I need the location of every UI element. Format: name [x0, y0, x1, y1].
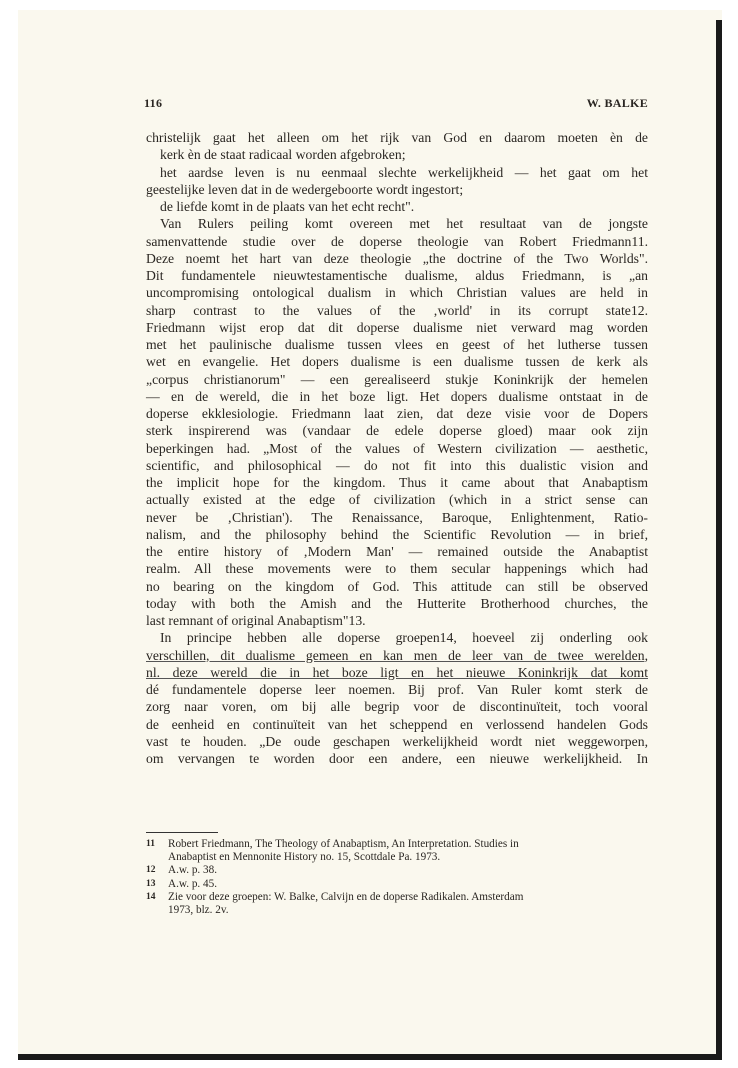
text-line: today with both the Amish and the Hutterite Brotherhood churches, the	[146, 595, 648, 611]
text-line: the implicit hope for the kingdom. Thus it came about that Anabaptism	[146, 475, 648, 490]
text-line: samenvattende studie over de doperse theologie van Robert Friedmann11.	[146, 233, 648, 249]
footnote-number: 11	[146, 839, 155, 849]
text-line: christelijk gaat het alleen om het rijk van God en daarom moeten èn de	[146, 130, 648, 145]
text-line: dé fundamentele doperse leer noemen. Bij prof. Van Ruler komt sterk de	[146, 682, 648, 697]
text-line: de liefde komt in de plaats van het echt recht".	[160, 199, 415, 214]
text-line: beperkingen had. „Most of the values of Western civilization — aesthetic,	[146, 440, 648, 456]
text-line: actually existed at the edge of civilization (which in a strict sense can	[146, 492, 648, 508]
text-line: realm. All these movements were to them secular happenings which had	[146, 561, 648, 577]
text-line: Friedmann wijst erop dat dit doperse dualisme niet verward mag worden	[146, 319, 648, 335]
footnote	[146, 878, 648, 891]
text-line: nalism, and the philosophy behind the Scientific Revolution — in brief,	[146, 526, 648, 542]
text-line: never be ‚Christian'). The Renaissance, Baroque, Enlightenment, Ratio-	[146, 509, 648, 525]
footnote-line: Anabaptist en Mennonite History no. 15, Scottdale Pa. 1973.	[168, 851, 441, 864]
text-line: uncompromising ontological dualism in which Christian values are held in	[146, 285, 648, 301]
text-line: vast te houden. „De oude geschapen werkelijkheid wordt niet weggeworpen,	[146, 733, 648, 749]
footnotes	[146, 838, 648, 917]
footnote-line: A.w. p. 45.	[168, 877, 217, 890]
text-line: In principe hebben alle doperse groepen14, hoeveel zij onderling ook	[160, 630, 648, 646]
text-line: wet en evangelie. Het dopers dualisme is een dualisme tussen de kerk als	[146, 354, 648, 370]
text-line: „corpus christianorum" — een gerealiseerd stukje Koninkrijk der hemelen	[146, 371, 648, 387]
text-line: de eenheid en continuïteit van het scheppend en verlossend handelen Gods	[146, 716, 648, 732]
text-line: om vervangen te worden door een andere, een nieuwe werkelijkheid. In	[146, 751, 648, 766]
text-line: doperse ekklesiologie. Friedmann laat zien, dat deze visie voor de Dopers	[146, 406, 648, 421]
text-line: — en de wereld, die in het boze ligt. Het dopers dualisme ontstaat in de	[146, 388, 648, 404]
running-header	[144, 96, 648, 111]
text-line-underlined: nl. deze wereld die in het boze ligt en het nieuwe Koninkrijk dat komt	[146, 664, 648, 680]
text-line: met het paulinische dualisme tussen vlees en geest of het lutherse tussen	[146, 337, 648, 352]
footnote-line: A.w. p. 38.	[168, 864, 217, 877]
text-line: kerk èn de staat radicaal worden afgebroken;	[160, 147, 406, 163]
footnote-number: 13	[146, 878, 156, 889]
running-head-author: W. BALKE	[586, 96, 648, 110]
footnote-number: 12	[146, 865, 156, 876]
text-line-underlined: verschillen, dit dualisme gemeen en kan men de leer van de twee werelden,	[146, 647, 648, 663]
page-number: 116	[144, 96, 163, 110]
text-line: sharp contrast to the values of the ‚world' in its corrupt state12.	[146, 302, 648, 318]
text-line: het aardse leven is nu eenmaal slechte werkelijkheid — het gaat om het	[160, 164, 648, 180]
footnote	[146, 864, 648, 877]
scan-edge-right	[716, 20, 722, 1060]
text-line: geestelijke leven dat in de wedergeboorte wordt ingestort;	[146, 181, 464, 197]
text-line: Van Rulers peiling komt overeen met het resultaat van de jongste	[160, 216, 648, 232]
text-line: sterk inspirerend was (vandaar de edele doperse gloed) maar ook zijn	[146, 423, 648, 439]
footnote-number: 14	[146, 891, 156, 902]
body-text	[146, 129, 648, 767]
footnote-line: 1973, blz. 2v.	[168, 904, 229, 917]
footnote-line: Zie voor deze groepen: W. Balke, Calvijn en de doperse Radikalen. Amsterdam	[168, 890, 524, 903]
scan-edge-bottom	[18, 1054, 722, 1060]
text-line: Dit fundamentele nieuwtestamentische dualisme, aldus Friedmann, is „an	[146, 268, 648, 283]
footnote-line: Robert Friedmann, The Theology of Anabaptism, An Interpretation. Studies in	[168, 838, 519, 850]
text-line: Deze noemt het hart van deze theologie „the doctrine of the Two Worlds".	[146, 250, 648, 266]
text-line: the entire history of ‚Modern Man' — remained outside the Anabaptist	[146, 544, 648, 559]
footnote	[146, 891, 648, 917]
footnote-rule	[146, 832, 218, 833]
text-line: last remnant of original Anabaptism"13.	[146, 613, 366, 628]
footnote	[146, 838, 648, 864]
text-line: zorg naar voren, om bij alle begrip voor de discontinuïteit, toch vooral	[146, 699, 648, 715]
text-line: no bearing on the kingdom of God. This attitude can still be observed	[146, 578, 648, 594]
text-line: scientific, and philosophical — do not fit into this dualistic vision and	[146, 457, 648, 473]
